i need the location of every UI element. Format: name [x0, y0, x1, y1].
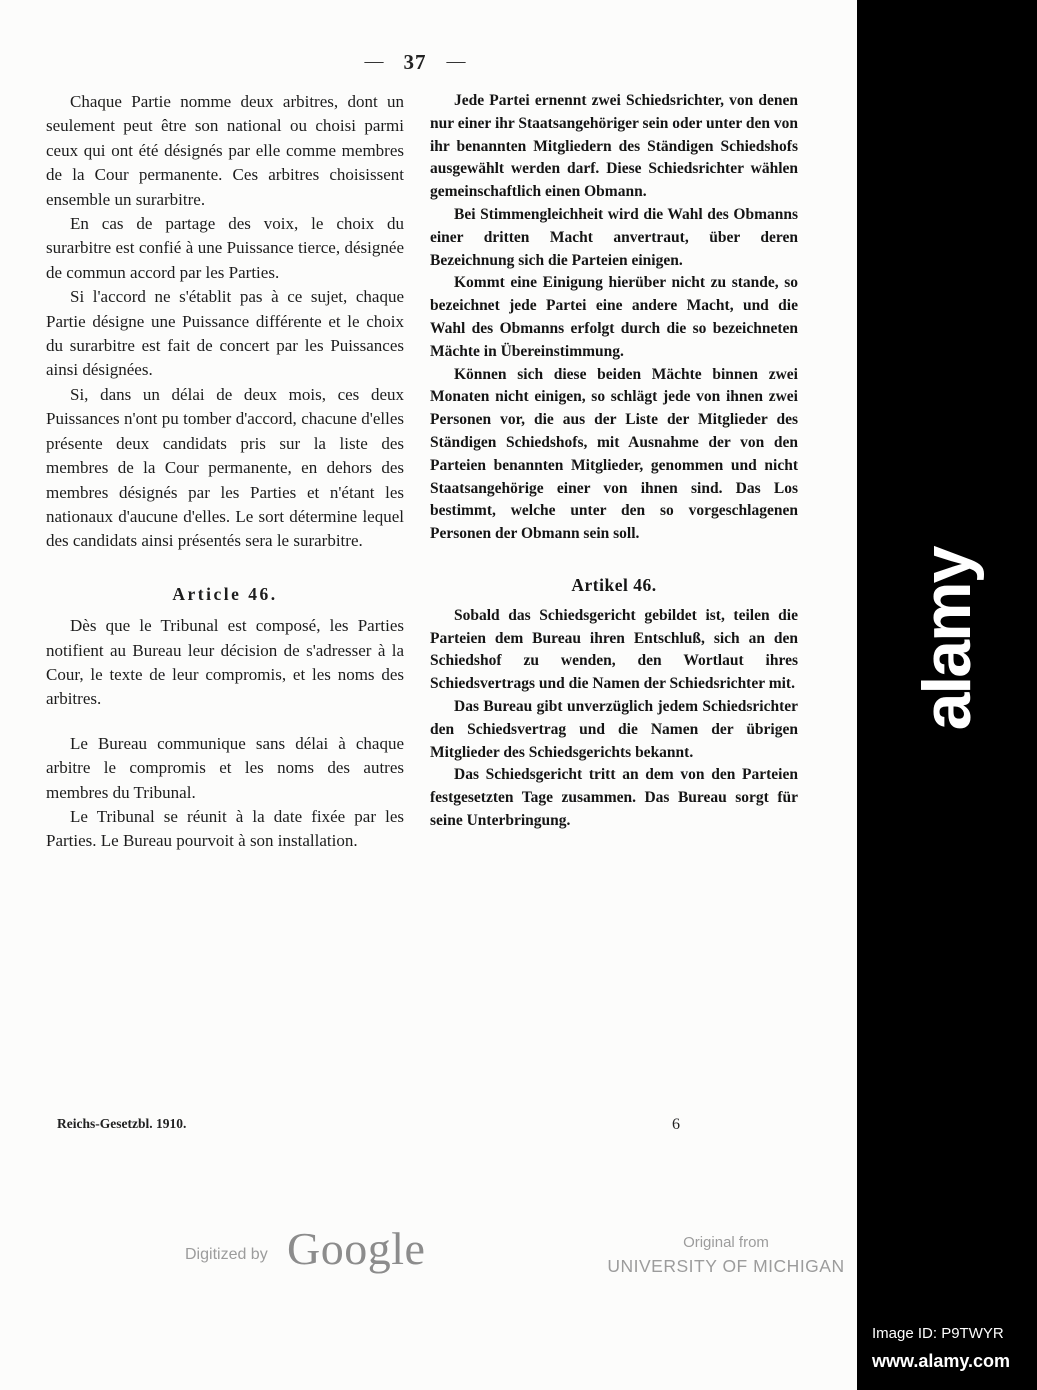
- french-paragraph: Si l'accord ne s'établit pas à ce sujet, chaque Partie désigne une Puissance différente et le choix du surarbitre est fait de concert par les Puissances ainsi désignées.: [46, 287, 404, 380]
- alamy-watermark-bar: [857, 0, 1037, 1390]
- two-column-text: [46, 90, 798, 854]
- imprint-footer: Reichs-Gesetzbl. 1910.: [57, 1116, 187, 1131]
- german-paragraph: Das Schiedsgericht tritt an dem von den Parteien festgesetzten Tage zusammen. Das Bureau sorgt für seine Unterbringung.: [430, 766, 798, 829]
- french-paragraph: En cas de partage des voix, le choix du surarbitre est confié à une Puissance tierce, désignée de commun accord par les Parties.: [46, 214, 404, 282]
- article-heading-french: Article 46.: [172, 583, 278, 604]
- french-paragraph: Le Tribunal se réunit à la date fixée par les Parties. Le Bureau pourvoit à son installation.: [46, 806, 404, 851]
- french-paragraph: Le Bureau communique sans délai à chaque arbitre le compromis et les noms des autres membres du Tribunal.: [46, 733, 404, 802]
- german-column: [430, 90, 798, 854]
- german-paragraph: Können sich diese beiden Mächte binnen zwei Monaten nicht einigen, so schlägt jede von ihnen zwei Personen vor, die aus der Liste der Mitglieder des Ständigen Schiedshofs, mit Ausnahme der von den Parteien benannten Mitglieder, genommen und nicht Staatsangehörige einer von ihnen sind. Das Los bestimmt, welche unter den so vorgeschlagenen Personen der Obmann sein soll.: [430, 365, 798, 543]
- alamy-url: www.alamy.com: [872, 1351, 1011, 1371]
- french-paragraph: Si, dans un délai de deux mois, ces deux Puissances n'ont pu tomber d'accord, chacune d'elles présente deux candidats pris sur la liste des membres de la Cour permanente, en dehors des membres désignés par les Parties et n'étant les nationaux d'aucune d'elles. Le sort détermine lequel des candidats ainsi présentés sera le surarbitre.: [46, 384, 404, 551]
- alamy-logo: alamy: [909, 547, 985, 731]
- original-from-block: [595, 1234, 857, 1277]
- french-paragraph: Dès que le Tribunal est composé, les Parties notifient au Bureau leur décision de s'adresser à la Cour, le texte de leur compromis, et les noms des arbitres.: [46, 616, 404, 709]
- header-dash-right: —: [446, 51, 466, 72]
- german-paragraph: Jede Partei ernennt zwei Schiedsrichter, von denen nur einer ihr Staatsangehöriger sein oder unter den von ihr benannten Mitgliedern des Ständigen Schiedshofs ausgewählt werden darf. Diese Schiedsrichter wählen gemeinschaftlich einen Obmann.: [430, 92, 798, 201]
- university-label: UNIVERSITY OF MICHIGAN: [607, 1256, 845, 1276]
- french-paragraph: Chaque Partie nomme deux arbitres, dont un seulement peut être son national ou choisi parmi ceux qui ont été désignés par elle comme membres de la Cour permanente. Ces arbitres choisissent ensemble un surarbitre.: [46, 92, 404, 209]
- article-heading-german: Artikel 46.: [571, 574, 657, 595]
- google-logo: Google: [287, 1223, 426, 1274]
- german-paragraph: Das Bureau gibt unverzüglich jedem Schiedsrichter den Schiedsvertrag und die Namen der übrigen Mitglieder des Schiedsgerichts bekannt.: [430, 697, 798, 761]
- page-header: [0, 50, 830, 75]
- french-column: [46, 90, 404, 854]
- header-dash-left: —: [364, 51, 384, 72]
- digitized-by-label: Digitized by: [185, 1246, 268, 1263]
- image-id: Image ID: P9TWYR: [872, 1325, 1004, 1342]
- signature-mark: 6: [672, 1116, 680, 1133]
- page-number: 37: [403, 50, 427, 74]
- german-paragraph: Sobald das Schiedsgericht gebildet ist, teilen die Parteien dem Bureau ihren Entschluß, sich an den Schiedshof zu wenden, den Wortlaut ihres Schiedsvertrags und die Namen der Schiedsrichter mit.: [430, 606, 798, 693]
- alamy-meta: [872, 1325, 1010, 1372]
- german-paragraph: Bei Stimmengleichheit wird die Wahl des Obmanns einer dritten Macht anvertraut, über deren Bezeichnung sich die Parteien einigen.: [430, 205, 798, 269]
- original-from-label: Original from: [683, 1234, 769, 1251]
- german-paragraph: Kommt eine Einigung hierüber nicht zu stande, so bezeichnet jede Partei eine andere Macht, und die Wahl des Obmanns erfolgt durch die so bezeichneten Mächte in Übereinstimmung.: [430, 274, 798, 360]
